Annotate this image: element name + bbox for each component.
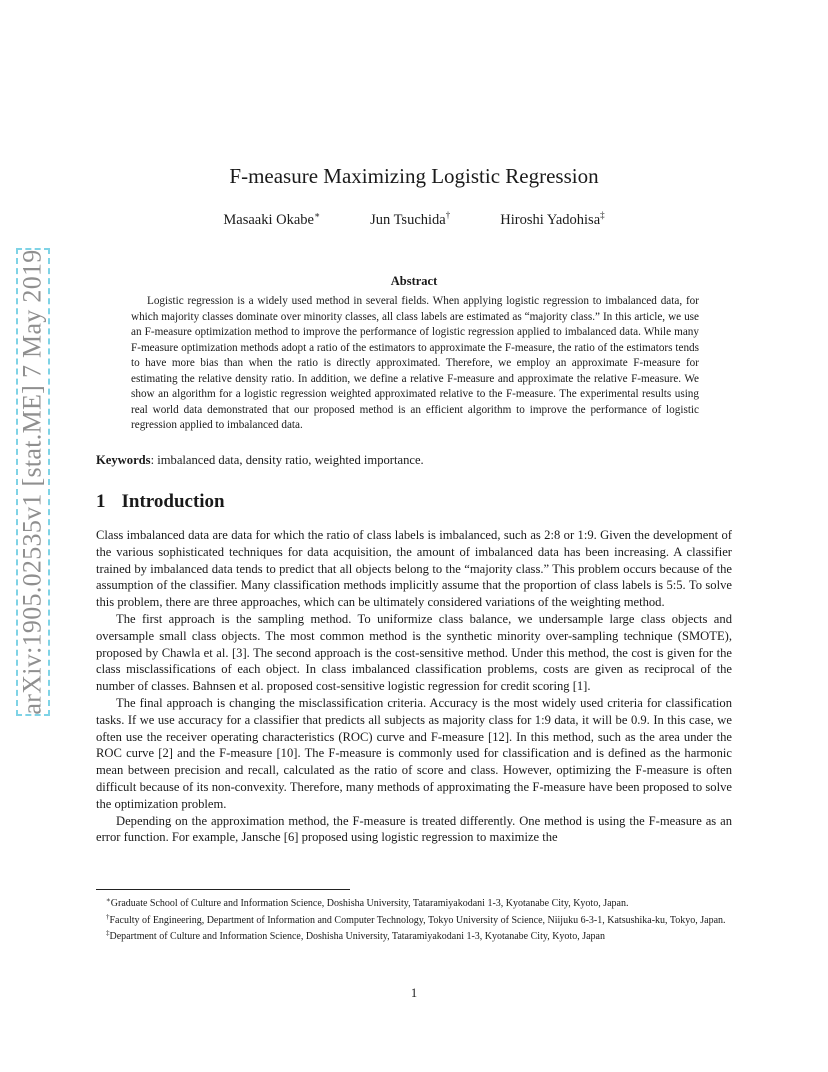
- author-mark: †: [445, 210, 451, 220]
- abstract-text: Logistic regression is a widely used method in several fields. When applying logistic regression to imbalanced data, for which majority classes dominate over minority classes, all class labels are estimated as “majority class.” In this article, we use an F-measure optimization method to improve the performance of logistic regression applied to imbalanced data. While many F-measure optimization methods adopt a ratio of the estimators to approximate the F-measure, the ratio of the estimators tends to have more bias than when the ratio is directly approximated. Therefore, we employ an approximate F-measure for estimating the relative density ratio. In addition, we define a relative F-measure and approximate the relative F-measure. We show an algorithm for a logistic regression weighted approximated relative to the F-measure. The experimental results using real world data demonstrated that our proposed method is an efficient algorithm to improve the performance of logistic regression applied to imbalanced data.: [131, 295, 699, 431]
- footnote: †Faculty of Engineering, Department of Information and Computer Technology, Tokyo University of Science, Niijuku 6-3-1, Katsushika-ku, Tokyo, Japan.: [106, 912, 726, 926]
- paper-title: F-measure Maximizing Logistic Regression: [229, 164, 599, 188]
- author-list: [96, 210, 732, 229]
- author: Masaaki Okabe∗: [223, 210, 321, 228]
- arxiv-stamp: [16, 248, 50, 716]
- footnote-mark: ‡: [106, 929, 110, 937]
- keywords-text: : imbalanced data, density ratio, weighted importance.: [150, 453, 424, 467]
- footnote-mark: †: [106, 912, 110, 921]
- author: Jun Tsuchida†: [370, 210, 451, 228]
- author-mark: ‡: [600, 210, 605, 220]
- footnote: ∗Graduate School of Culture and Information Science, Doshisha University, Tataramiyakodani 1-3, Kyotanabe City, Kyoto, Japan.: [106, 896, 629, 909]
- author-mark: ∗: [313, 210, 321, 220]
- page-number: 1: [410, 986, 418, 1000]
- section-heading: [96, 491, 225, 513]
- keywords: [96, 453, 732, 468]
- paragraph: The first approach is the sampling method. To uniformize class balance, we undersample large class objects and oversample small class objects. The most common method is the synthetic minority over-sampling technique (SMOTE), proposed by Chawla et al. [3]. The second approach is the cost-sensitive method. Under this method, the cost is given for the class misclassifications of each object. In class imbalanced classification problems, costs are given as reciprocal of the number of classes. Bahnsen et al. proposed cost-sensitive logistic regression for credit scoring [1].: [96, 611, 732, 694]
- paragraph: The final approach is changing the misclassification criteria. Accuracy is the most widely used criteria for classification tasks. If we use accuracy for a classifier that predicts all subjects as majority class for 1:9 data, it will be 0.9. In this case, we often use the receiver operating characteristics (ROC) curve and F-measure [12]. In this method, such as the area under the ROC curve [2] and the F-measure [10]. The F-measure is commonly used for classification and is defined as the harmonic mean between precision and recall, calculated as the ratio of score and class. However, optimizing the F-measure is often difficult because of its non-convexity. Therefore, many methods of approximating the F-measure have been proposed to solve the optimization problem.: [96, 695, 732, 811]
- keywords-label: Keywords: [96, 453, 151, 467]
- section-title: Introduction: [121, 491, 225, 512]
- section-number: 1: [96, 491, 106, 512]
- author: Hiroshi Yadohisa‡: [500, 210, 605, 228]
- body-text: [96, 527, 732, 846]
- paragraph: Class imbalanced data are data for which the ratio of class labels is imbalanced, such as 2:8 or 1:9. Given the development of the various sophisticated techniques for data acquisition, the amount of imbalanced data has been increasing. A classifier trained by imbalanced data tends to predict that all objects belong to the “majority class.” This problem occurs because of the assumption of the classifier. Many classification methods implicitly assume that the proportion of class labels is 5:5. To solve this problem, there are three approaches, which can be ultimately considered variations of the weighting method.: [96, 528, 732, 610]
- paragraph: Depending on the approximation method, the F-measure is treated differently. One method is using the F-measure as an error function. For example, Jansche [6] proposed using logistic regression to maximize the: [96, 813, 732, 845]
- footnote-mark: ∗: [106, 896, 111, 904]
- abstract-heading: Abstract: [390, 274, 438, 288]
- footnotes: [96, 894, 732, 944]
- footnote: ‡Department of Culture and Information Science, Doshisha University, Tataramiyakodani 1-3, Kyotanabe City, Kyoto, Japan: [106, 929, 605, 942]
- footnote-rule: [96, 889, 350, 890]
- arxiv-stamp-text: arXiv:1905.02535v1 [stat.ME] 7 May 2019: [18, 249, 48, 715]
